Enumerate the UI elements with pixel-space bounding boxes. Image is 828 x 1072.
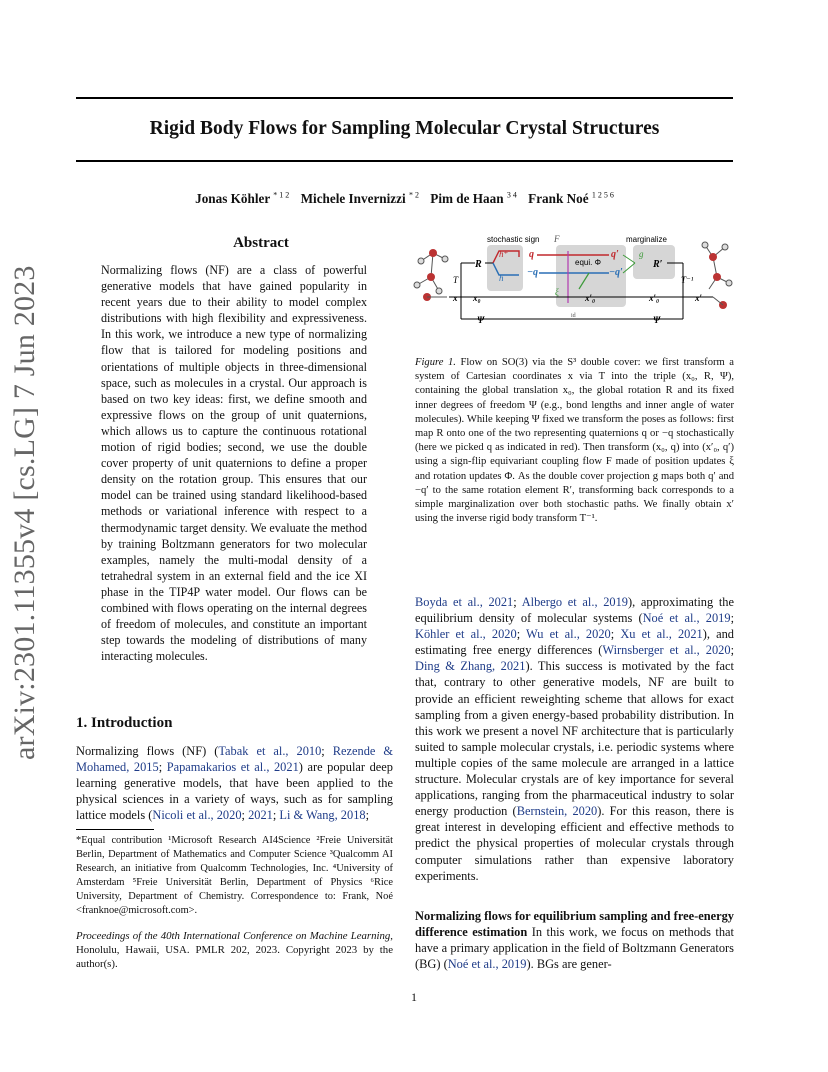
label-q: q [529,249,534,260]
intro-paragraph [76,743,393,823]
label-x0-prime: x′₀ [585,293,596,303]
label-q-prime: q′ [611,249,619,260]
label-x0: x₀ [473,293,481,303]
title-bottom-rule [76,160,733,162]
label-h-plus: h⁺ [499,249,509,259]
citation-link[interactable]: 2021 [248,808,273,823]
text-run: ; [158,760,167,775]
label-F: F [554,234,560,244]
citation-link[interactable]: Li & Wang, 2018 [279,808,366,823]
label-marginalize: marginalize [626,235,667,244]
text-run: ). For this reason, there is great interest in developing efficient and effective methods to predict the physical properties of molecular crystals through computer simulations rather than expensive laboratory experiments. [415,804,734,883]
caption-text: Flow on SO(3) via the S³ double cover: we first transform a system of Cartesian coordinates x via T into the triple (x₀, R, Ψ), containing the global translation x₀, the global rotation R and its fixed inner degrees of freedom Ψ (e.g., bond lengths and inner angle of water molecules). While keeping Ψ fixed we transform the poses as follows: first map R onto one of the two representing quaternions q or −q stochastically (here we picked q as indicated in red). Then transform (x₀, q) into (x′₀, q′) using a sign-flip equivariant coupling flow F made of position updates ξ and rotation updates Φ. As the double cover projection g maps both q′ and −q′ to the same rotation element R′, transforming back corresponds to a simple marginalization over both stochastic paths. We finally obtain x′ using the inverse rigid body transform T⁻¹. [415,357,734,525]
citation-link[interactable]: Bernstein, 2020 [516,804,598,819]
proceedings-note [76,929,393,972]
citation-link[interactable]: Albergo et al., 2019 [521,595,629,609]
label-minus-q: −q [527,267,539,278]
footnote-rule [76,829,154,830]
text-run: Normalizing flows (NF) ( [76,744,219,758]
author-affil: 3 4 [506,191,517,200]
citation-link[interactable]: Noé et al., 2019 [447,957,527,972]
citation-link[interactable]: Ding & Zhang, 2021 [415,659,526,674]
label-minus-q-prime: −q′ [609,267,623,278]
text-run: ; [730,611,735,626]
figure-1-diagram [413,233,733,353]
author-name: Pim de Haan [430,191,504,207]
top-rule [76,97,733,99]
right-paragraph-2 [415,908,734,972]
text-run: ; [730,643,735,658]
author-name: Michele Invernizzi [300,191,406,207]
proceedings-venue: Proceedings of the 40th International Conference on Machine Learning [76,930,391,942]
label-g: g [639,249,644,259]
label-T-inverse: T⁻¹ [681,275,694,285]
citation-link[interactable]: Xu et al., 2021 [620,627,703,642]
label-R-prime: R′ [653,259,663,270]
author-affil: * 1 2 [273,191,290,200]
author-affil: 1 2 5 6 [591,191,614,200]
right-paragraph-1 [415,594,734,884]
author-3[interactable] [430,191,517,206]
proceedings-rest: , Honolulu, Hawaii, USA. PMLR 202, 2023. Copyright 2023 by the author(s). [76,930,393,971]
label-xi: ξ [555,287,559,297]
citation-link[interactable]: Nicoli et al., 2020 [152,808,242,823]
label-h: h [499,273,504,283]
citation-link[interactable]: Tabak et al., 2010 [218,744,322,758]
citation-link[interactable]: Wirnsberger et al., 2020 [602,643,731,658]
paper-title: Rigid Body Flows for Sampling Molecular Crystal Structures [149,118,660,139]
arxiv-stamp: arXiv:2301.11355v4 [cs.LG] 7 Jun 2023 [8,265,41,760]
molecule-left-icon [414,249,448,301]
text-run: ; [610,627,621,642]
section-heading-introduction: 1. Introduction [76,715,173,731]
author-2[interactable] [301,191,419,206]
text-run: ; [241,808,249,823]
label-psi-right: Ψ [653,315,661,325]
label-identity: id [571,313,576,319]
author-name: Jonas Köhler [195,191,270,207]
text-run: ; [365,808,370,823]
label-psi-left: Ψ [477,315,485,325]
text-run: ) are popular deep learning generative models, that have been applied to the physical sciences in a variety of ways, such as for sampling lattice models ( [76,760,393,823]
label-R: R [475,259,482,270]
citation-link[interactable]: Papamakarios et al., 2021 [166,760,299,775]
text-run: ), and estimating free energy differences ( [415,627,734,658]
figure-1-caption [415,356,734,526]
paragraph-heading: Normalizing flows for equilibrium sampling and free-energy difference estimation [415,909,734,940]
text-run: ; [516,627,527,642]
citation-link[interactable]: Rezende & Mohamed, 2015 [76,744,394,775]
label-x-prime: x′ [695,293,703,303]
label-x0-prime-right: x′₀ [649,293,660,303]
citation-link[interactable]: Köhler et al., 2020 [415,627,517,642]
text-run: ; [321,744,333,758]
label-stochastic-sign: stochastic sign [487,235,540,244]
text-run: ; [272,808,280,823]
text-run: In this work, we focus on methods that have a primary application in the field of Boltzmann Generators (BG) ( [415,925,734,972]
caption-label: Figure 1. [415,357,456,368]
abstract-heading: Abstract [233,235,289,251]
page-number: 1 [411,990,417,1004]
citation-link[interactable]: Boyda et al., 2021 [415,595,514,609]
label-x: x [453,293,458,303]
text-run: ), approximating the equilibrium density of molecular systems ( [415,595,735,626]
label-T: T [453,275,459,285]
affiliations-footnote: *Equal contribution ¹Microsoft Research AI4Science ²Freie Universität Berlin, Department of Mathematics and Computer Science ³Qualcomm AI Research, an initiative from Qualcomm Technologies, Inc. ⁴University of Amsterdam ⁵Freie Universität Berlin, Department of Physics ⁶Rice University, Department of Chemistry. Correspondence to: Frank, Noé <franknoe@microsoft.com>. [76,835,393,916]
molecule-right-icon [702,242,732,309]
text-run: ). This success is motivated by the fact that, contrary to other generative models, NF are built to provide an efficient reweighting scheme that allows for exact sampling from a given energy-based probability distribution. In this work we present a novel NF architecture that is particularly suited to sample molecular crystals, i.e. periodic systems where multiple copies of the same molecule are arranged in a lattice structure. Molecular crystals are of key importance for several applications, ranging from the pharmaceutical industry to solar energy production ( [415,659,734,819]
label-equi-phi: equi. Φ [575,258,601,267]
text-run: ; [513,595,522,609]
abstract-text: Normalizing flows (NF) are a class of powerful generative models that have gained popularity in recent years due to their ability to model complex distributions with high flexibility and expressiveness. In this work, we introduce a new type of normalizing flow that is tailored for modeling positions and orientations of multiple objects in three-dimensional space, such as molecules in a crystal. Our approach is based on two key ideas: first, we define smooth and expressive flows on the group of unit quaternions, which allows us to capture the continuous rotational motion of rigid bodies; second, we use the double cover property of unit quaternions to define a proper density on the rotation group. This ensures that our model can be trained using standard likelihood-based methods or variational inference with respect to a thermodynamic target density. We evaluate the method by training Boltzmann generators for two molecular examples, namely the multi-modal density of a tetrahedral system in an external field and the ice XI phase in the TIP4P water model. Our flows can be combined with flows operating on the internal degrees of freedom of molecules, and constitute an important step towards the modeling of distributions of many interacting molecules. [101,263,367,664]
author-4[interactable] [528,191,614,206]
author-list [76,191,733,207]
author-affil: * 2 [408,191,419,200]
author-name: Frank Noé [528,191,589,207]
text-run: ). BGs are gener- [526,957,612,972]
author-1[interactable] [195,191,289,206]
citation-link[interactable]: Wu et al., 2020 [526,627,611,642]
citation-link[interactable]: Noé et al., 2019 [642,611,731,626]
